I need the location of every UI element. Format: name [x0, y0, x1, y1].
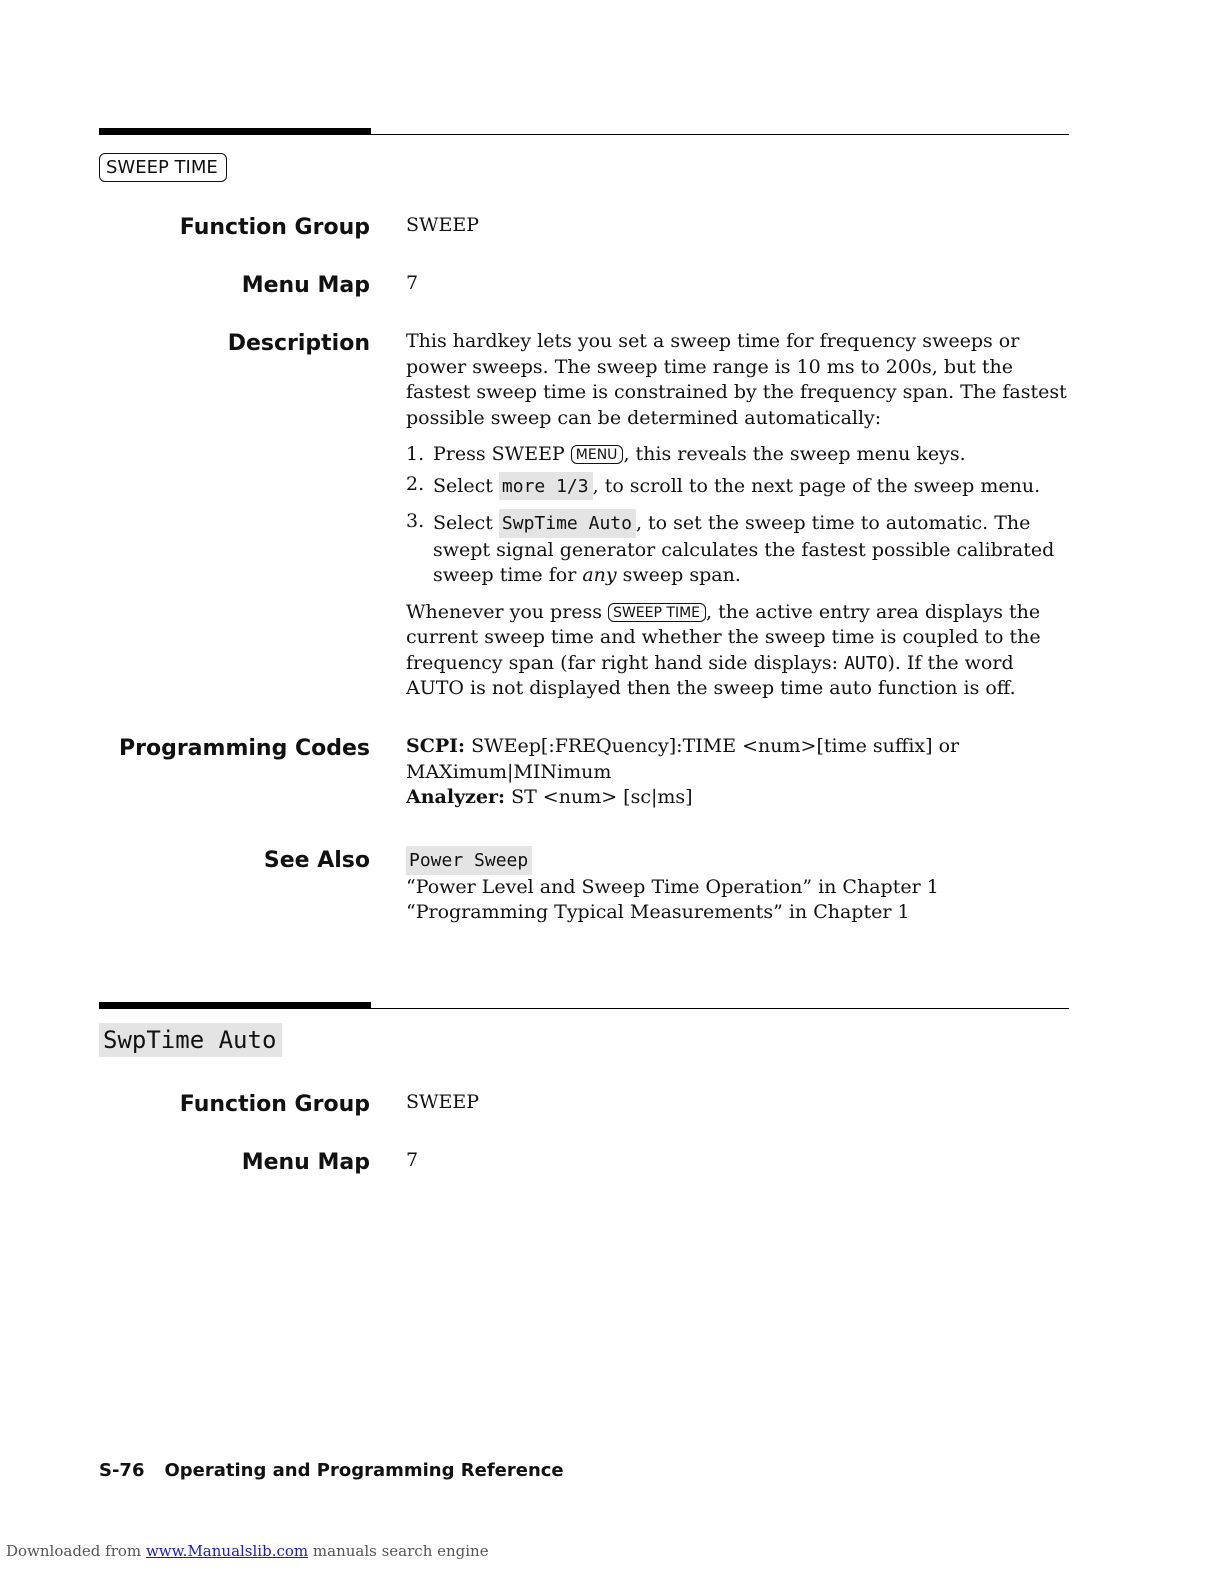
menu-map-value: 7: [406, 1149, 419, 1171]
see-also-ref: “Power Level and Sweep Time Operation” in Chapter 1: [406, 875, 939, 898]
whenever-paragraph: Whenever you press SWEEP TIME , the active entry area displays the current sweep time and whether the sweep time is coupled to the frequency span (far right hand side displays: AUTO). If the word AUTO is not displayed then the sweep time auto function is off.: [406, 600, 1041, 699]
list-item: 1. Press SWEEP MENU , this reveals the sweep menu keys.: [406, 443, 966, 465]
section-divider: [99, 128, 1069, 135]
sweep-time-hardkey-heading: SWEEP TIME: [99, 153, 227, 182]
function-group-value: SWEEP: [406, 1091, 480, 1113]
menu-map-label: Menu Map: [241, 273, 370, 298]
function-group-label: Function Group: [179, 1092, 370, 1117]
menu-hardkey: MENU: [571, 445, 624, 464]
manualslib-link[interactable]: www.Manualslib.com: [145, 1542, 309, 1560]
description-label: Description: [227, 331, 370, 356]
power-sweep-softkey: Power Sweep: [406, 846, 532, 875]
footer-title: Operating and Programming Reference: [164, 1460, 564, 1481]
menu-map-label: Menu Map: [241, 1150, 370, 1175]
download-notice: Downloaded from www.Manualslib.com manuals search engine: [6, 1542, 489, 1560]
scpi-line: SCPI: SWEep[:FREQuency]:TIME <num>[time suffix] or MAXimum|MINimum: [406, 735, 960, 783]
page-footer: [99, 1460, 564, 1481]
see-also-label: See Also: [263, 848, 370, 873]
steps-list: [406, 442, 1070, 589]
list-item: 2. Select more 1/3 , to scroll to the next page of the sweep menu.: [406, 472, 1070, 501]
see-also-ref: “Programming Typical Measurements” in Chapter 1: [406, 901, 910, 923]
list-item: 3. Select SwpTime Auto , to set the sweep time to automatic. The swept signal generator calculates the fastest possible calibrated sweep time for any sweep span.: [406, 510, 1055, 586]
description-intro: This hardkey lets you set a sweep time for frequency sweeps or power sweeps. The sweep time range is 10 ms to 200s, but the fastest sweep time is constrained by the frequency span. The fastest possible sweep can be determined automatically:: [406, 330, 1067, 429]
swptime-auto-softkey-heading: SwpTime Auto: [99, 1023, 282, 1057]
sweep-time-hardkey: SWEEP TIME: [608, 603, 706, 622]
programming-codes-body: [406, 734, 1070, 811]
swptime-auto-softkey: SwpTime Auto: [499, 509, 636, 538]
see-also-body: [406, 846, 1070, 926]
analyzer-line: Analyzer: ST <num> [sc|ms]: [406, 786, 693, 808]
function-group-label: Function Group: [179, 215, 370, 240]
menu-map-value: 7: [406, 272, 419, 294]
auto-code: AUTO: [844, 652, 888, 674]
more-softkey: more 1/3: [499, 472, 593, 501]
description-body: [406, 329, 1070, 702]
section-divider: [99, 1002, 1069, 1009]
page-number: S-76: [99, 1460, 145, 1481]
programming-codes-label: Programming Codes: [118, 736, 370, 761]
function-group-value: SWEEP: [406, 214, 480, 236]
